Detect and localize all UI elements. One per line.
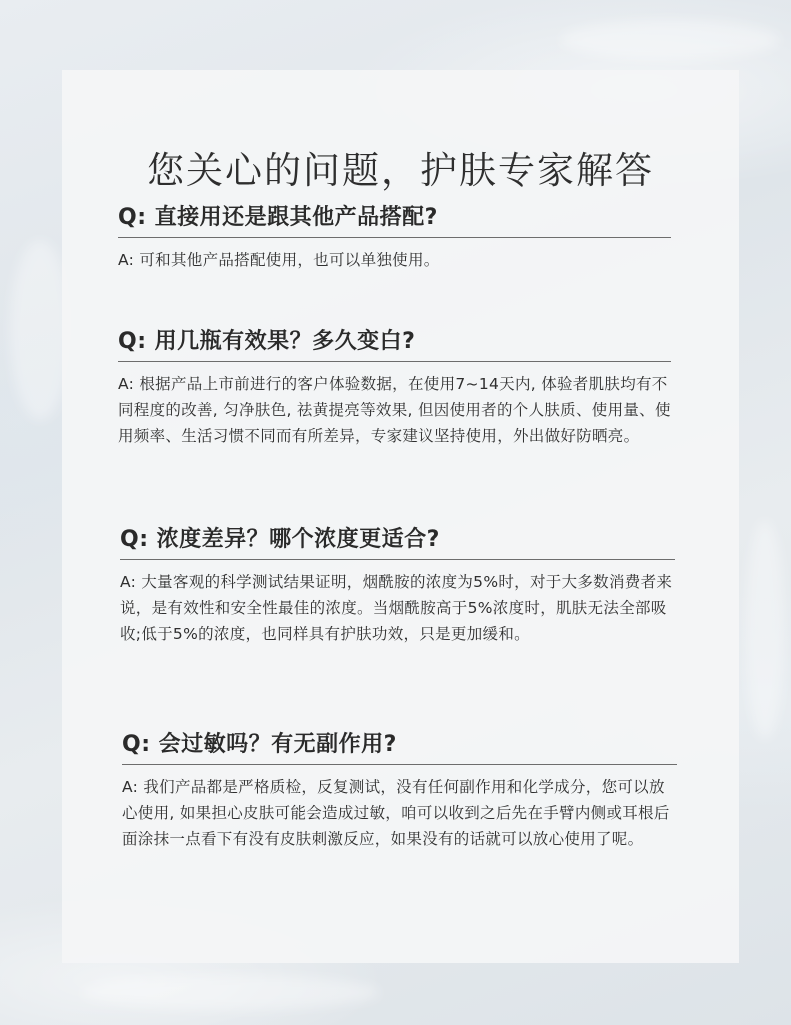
faq-item	[118, 200, 671, 273]
water-ripple	[560, 20, 780, 60]
faq-answer: A: 我们产品都是严格质检，反复测试，没有任何副作用和化学成分，您可以放心使用, 如果担心皮肤可能会造成过敏，咱可以收到之后先在手臂内侧或耳根后面涂抹一点看下有没有皮肤刺激反应，如果没有的话就可以放心使用了呢。	[122, 778, 670, 848]
faq-answer: A: 大量客观的科学测试结果证明，烟酰胺的浓度为5%时，对于大多数消费者来说，是有效性和安全性最佳的浓度。当烟酰胺高于5%浓度时，肌肤无法全部吸收;低于5%的浓度，也同样具有护肤功效，只是更加缓和。	[120, 573, 673, 643]
water-ripple	[80, 975, 380, 1010]
faq-answer: A: 根据产品上市前进行的客户体验数据，在使用7~14天内, 体验者肌肤均有不同程度的改善, 匀净肤色, 祛黄提亮等效果, 但因使用者的个人肤质、使用量、使用频率、生活习惯不同而有所差异，专家建议坚持使用，外出做好防晒亮。	[118, 375, 671, 445]
faq-question: Q: 直接用还是跟其他产品搭配?	[118, 200, 671, 238]
faq-question: Q: 浓度差异？哪个浓度更适合?	[120, 522, 675, 560]
faq-question: Q: 用几瓶有效果？多久变白?	[118, 324, 671, 362]
faq-item	[122, 727, 677, 852]
page-title: 您关心的问题，护肤专家解答	[147, 148, 654, 192]
faq-panel	[62, 70, 739, 963]
faq-item	[118, 324, 671, 449]
water-ripple	[745, 520, 785, 740]
water-ripple	[10, 240, 70, 420]
faq-question: Q: 会过敏吗？有无副作用?	[122, 727, 677, 765]
faq-answer: A: 可和其他产品搭配使用，也可以单独使用。	[118, 251, 440, 269]
faq-item	[120, 522, 675, 647]
